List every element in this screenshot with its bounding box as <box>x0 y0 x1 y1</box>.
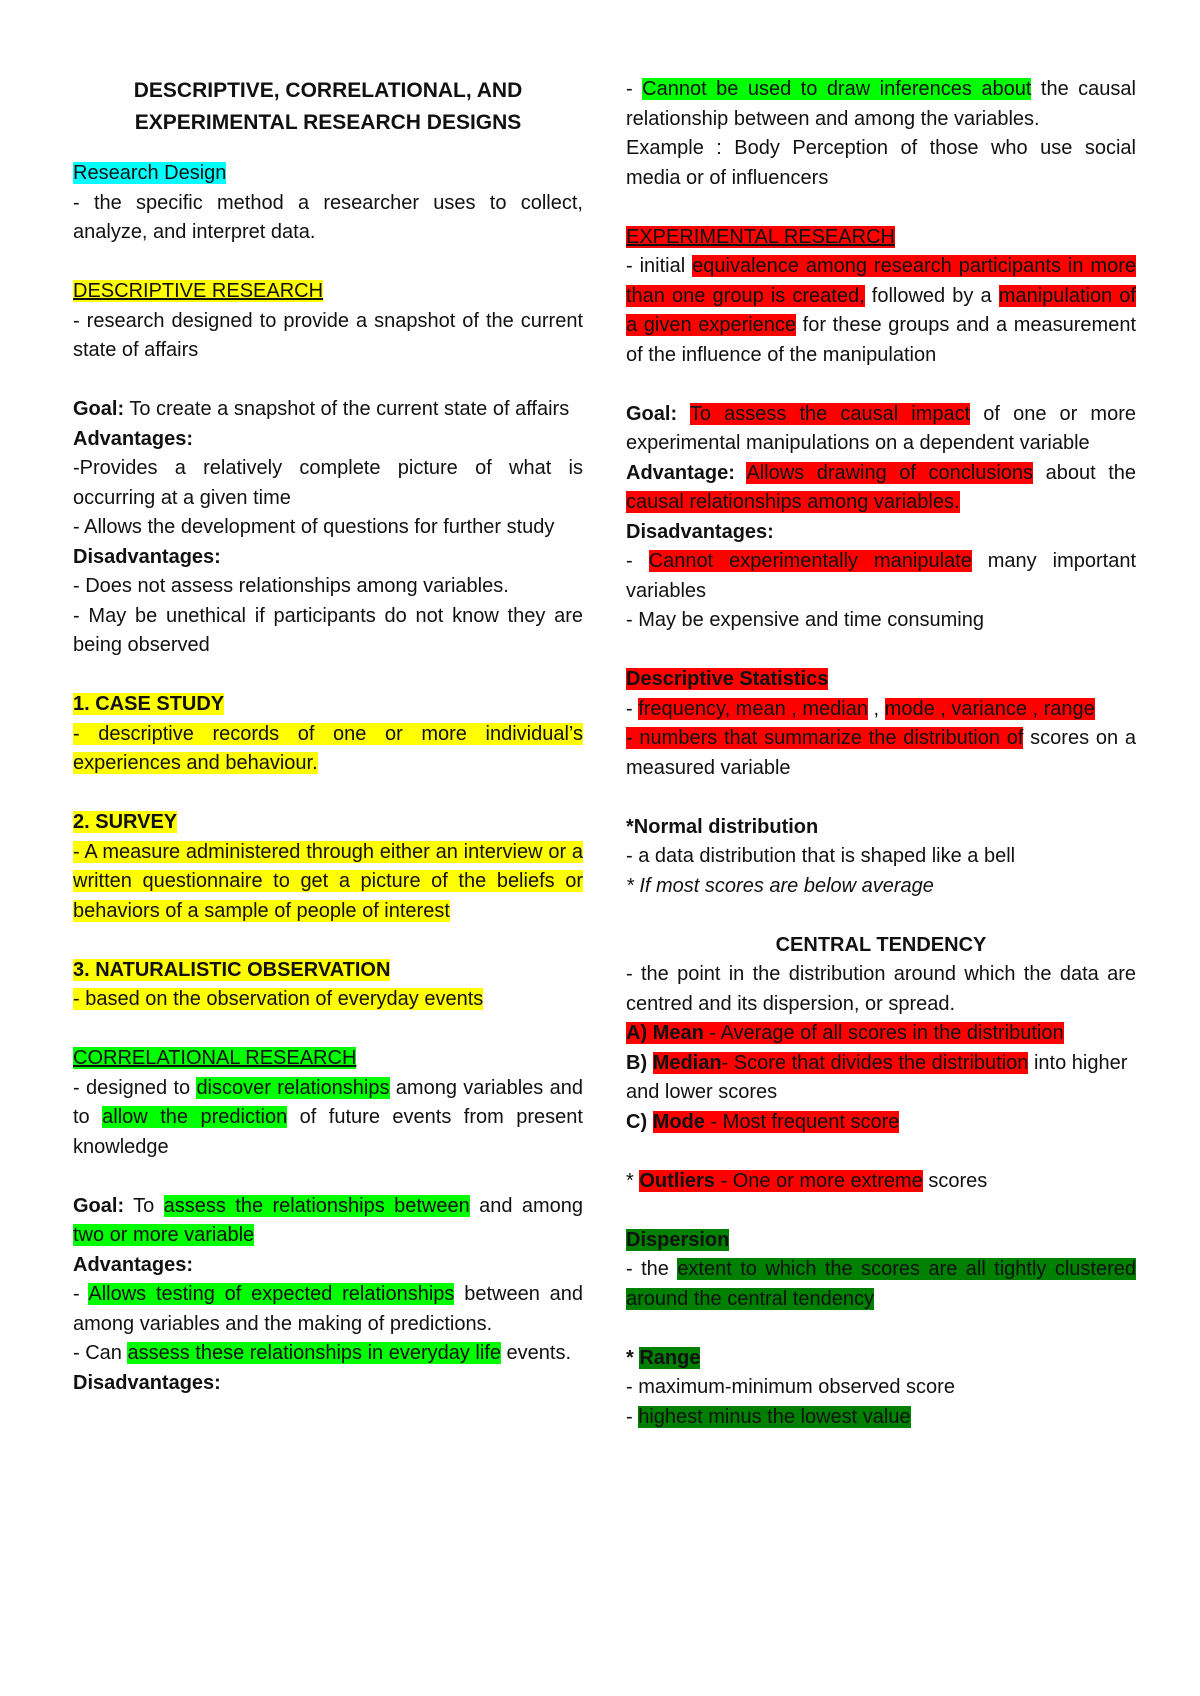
correlational-advantages-label: Advantages: <box>73 1253 194 1276</box>
experimental-disadvantage-item: - May be expensive and time consuming <box>626 609 984 631</box>
descriptive-definition: - research designed to provide a snapshot of the current state of affairs <box>73 309 583 361</box>
outliers-item: * Outliers - One or more extreme scores <box>626 1169 988 1192</box>
correlational-disadvantages-label: Disadvantages: <box>73 1371 221 1394</box>
descriptive-statistics-definition: - numbers that summarize the distribution of scores on a measured variable <box>626 727 1136 779</box>
central-tendency-heading: CENTRAL TENDENCY <box>775 933 987 956</box>
normal-distribution-note: * If most scores are below average <box>626 874 934 897</box>
mean-item: A) Mean - Average of all scores in the distribution <box>626 1022 1064 1044</box>
descriptive-disadvantage-item: - May be unethical if participants do not know they are being observed <box>73 604 583 656</box>
descriptive-disadvantages-label: Disadvantages: <box>73 545 221 568</box>
correlational-disadvantage-item: - Cannot be used to draw inferences about the causal relationship between and among the variables. <box>626 78 1136 130</box>
range-definition: - maximum-minimum observed score <box>626 1376 955 1398</box>
correlational-goal: Goal: To assess the relationships between and among two or more variable <box>73 1194 583 1246</box>
left-column <box>73 75 583 1398</box>
experimental-disadvantages-label: Disadvantages: <box>626 520 774 543</box>
median-item: B) Median- Score that divides the distribution into higher and lower scores <box>626 1051 1128 1103</box>
normal-distribution-definition: - a data distribution that is shaped like a bell <box>626 845 1016 867</box>
correlational-example: Example : Body Perception of those who use social media or of influencers <box>626 137 1136 189</box>
descriptive-disadvantage-item: - Does not assess relationships among variables. <box>73 575 509 597</box>
correlational-heading: CORRELATIONAL RESEARCH <box>73 1047 357 1069</box>
naturalistic-heading: 3. NATURALISTIC OBSERVATION <box>73 958 391 981</box>
experimental-goal: Goal: To assess the causal impact of one or more experimental manipulations on a dependent variable <box>626 402 1136 454</box>
experimental-disadvantage-item: - Cannot experimentally manipulate many important variables <box>626 550 1136 602</box>
central-tendency-definition: - the point in the distribution around which the data are centred and its dispersion, or spread. <box>626 963 1136 1015</box>
case-study-heading: 1. CASE STUDY <box>73 693 225 715</box>
range-formula: - highest minus the lowest value <box>626 1405 911 1428</box>
case-study-definition: - descriptive records of one or more individual’s experiences and behaviour. <box>73 722 583 774</box>
dispersion-heading: Dispersion <box>626 1228 730 1251</box>
descriptive-advantage-item: - Allows the development of questions for further study <box>73 516 555 538</box>
title-line-1: DESCRIPTIVE, CORRELATIONAL, AND <box>133 79 523 102</box>
research-design-definition: - the specific method a researcher uses to collect, analyze, and interpret data. <box>73 191 583 243</box>
research-design-heading: Research Design <box>73 162 227 184</box>
naturalistic-definition: - based on the observation of everyday events <box>73 988 484 1010</box>
correlational-definition: - designed to discover relationships among variables and to allow the prediction of future events from present knowledge <box>73 1076 583 1158</box>
experimental-definition: - initial equivalence among research participants in more than one group is created, followed by a manipulation of a given experience for these groups and a measurement of the influence of the manipulation <box>626 255 1137 366</box>
title-line-2: EXPERIMENTAL RESEARCH DESIGNS <box>134 111 522 134</box>
correlational-advantage-item: - Allows testing of expected relationships between and among variables and the making of predictions. <box>73 1283 583 1335</box>
descriptive-goal: Goal: To create a snapshot of the current state of affairs <box>73 398 570 420</box>
mode-item: C) Mode - Most frequent score <box>626 1110 900 1133</box>
descriptive-advantage-item: -Provides a relatively complete picture of what is occurring at a given time <box>73 457 583 509</box>
descriptive-advantages-label: Advantages: <box>73 427 194 450</box>
experimental-heading: EXPERIMENTAL RESEARCH <box>626 225 895 248</box>
descriptive-heading: DESCRIPTIVE RESEARCH <box>73 280 324 302</box>
normal-distribution-heading: *Normal distribution <box>626 815 819 838</box>
range-heading: * Range <box>626 1346 701 1369</box>
survey-heading: 2. SURVEY <box>73 811 178 833</box>
descriptive-statistics-heading: Descriptive Statistics <box>626 668 829 690</box>
correlational-advantage-item: - Can assess these relationships in everyday life events. <box>73 1342 572 1364</box>
descriptive-statistics-measures: - frequency, mean , median , mode , variance , range <box>626 697 1095 720</box>
right-column <box>626 75 1136 1432</box>
survey-definition: - A measure administered through either an interview or a written questionnaire to get a picture of the beliefs or behaviors of a sample of people of interest <box>73 840 583 922</box>
dispersion-definition: - the extent to which the scores are all tightly clustered around the central tendency <box>626 1258 1136 1310</box>
document-title <box>73 75 583 139</box>
experimental-advantage: Advantage: Allows drawing of conclusions about the causal relationships among variables. <box>626 461 1137 513</box>
